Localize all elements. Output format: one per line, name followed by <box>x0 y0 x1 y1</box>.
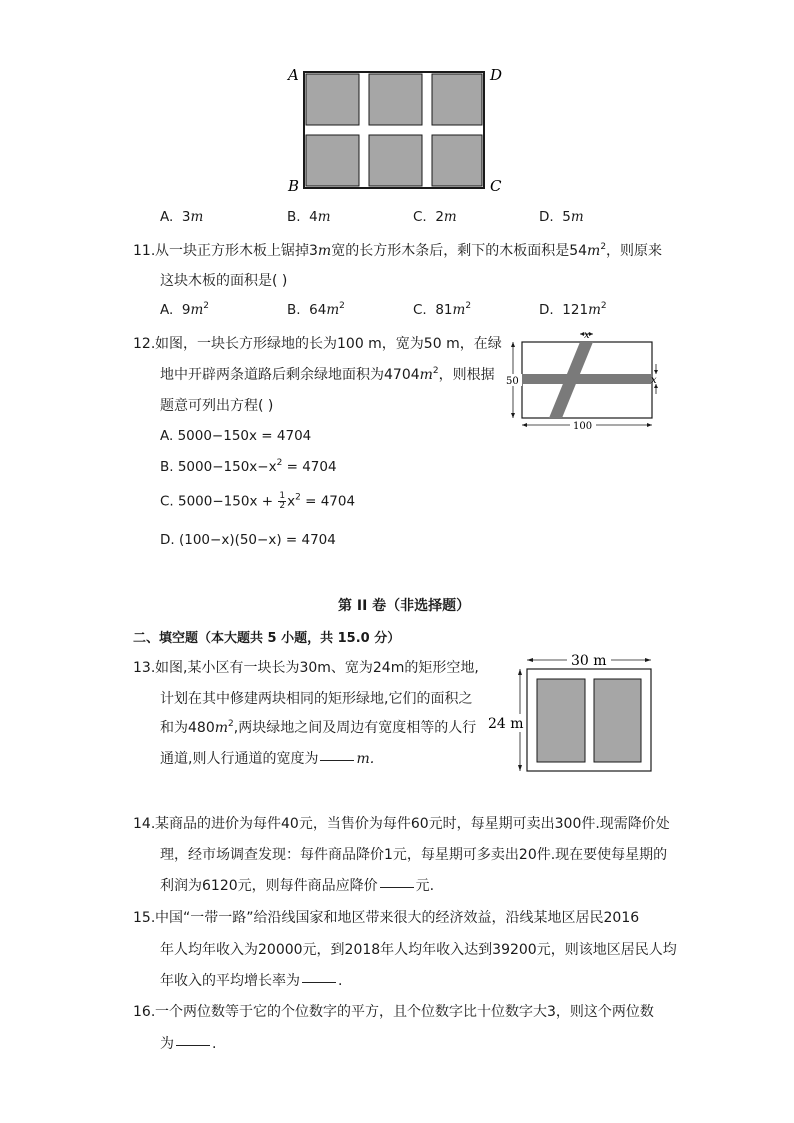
q13-figure <box>484 650 664 775</box>
answer-blank-14[interactable] <box>380 886 414 888</box>
q12-option-a[interactable]: A. 5000−150x = 4704 <box>160 428 312 444</box>
q13-line2: 计划在其中修建两块相同的矩形绿地,它们的面积之 <box>160 691 473 707</box>
plot-4 <box>306 135 359 186</box>
q12-line2: 地中开辟两条道路后剩余绿地面积为$4704m^2$，则根据 <box>160 366 495 383</box>
q15-line1: 15.中国“一带一路”给沿线国家和地区带来很大的经济效益，沿线某地区居民2016 <box>133 910 640 926</box>
q13-number: 13. <box>133 660 156 676</box>
label-30m: 30 m <box>571 653 607 669</box>
plot-3 <box>432 74 482 125</box>
q15-line3: 年收入的平均增长率为 . <box>160 973 343 989</box>
q13-line4: 通道,则人行通道的宽度为 m. <box>160 751 375 767</box>
vertex-d: D <box>490 66 503 84</box>
q10-figure <box>280 60 520 200</box>
q14-line2: 理，经市场调查发现：每件商品降价1元，每星期可多卖出20件.现在要使每星期的 <box>160 847 668 863</box>
vertex-c: C <box>490 177 502 195</box>
q15-line2: 年人均年收入为20000元，到2018年人均年收入达到39200元，则该地区居民人均 <box>160 942 677 958</box>
q16-line1: 16.一个两位数等于它的个位数字的平方，且个位数字比十位数字大3，则这个两位数 <box>133 1004 654 1020</box>
vertex-b: B <box>288 177 300 195</box>
answer-blank-16[interactable] <box>176 1044 210 1046</box>
q16-number: 16. <box>133 1004 156 1020</box>
label-24m: 24 m <box>488 716 524 732</box>
q11-option-b[interactable]: B. $64m^2$ <box>287 301 345 318</box>
answer-blank-15[interactable] <box>302 981 336 983</box>
q11-option-d[interactable]: D. $121m^2$ <box>539 301 607 318</box>
q12-line3: 题意可列出方程( ) <box>160 398 274 414</box>
q11-number: 11. <box>133 243 156 259</box>
q14-line3: 利润为6120元，则每件商品应降价 元. <box>160 878 435 894</box>
q11-option-a[interactable]: A. $9m^2$ <box>160 301 210 318</box>
section-title: 第 II 卷（非选择题） <box>338 598 471 614</box>
q12-option-b[interactable]: B. $5000-150x-x^2 = 4704$ <box>160 458 337 475</box>
q11-line2: 这块木板的面积是( ) <box>160 273 288 289</box>
q10-option-b[interactable]: B. 4m <box>287 209 331 225</box>
q10-option-c[interactable]: C. 2m <box>413 209 457 225</box>
q15-number: 15. <box>133 910 156 926</box>
label-x-right: x <box>651 375 657 386</box>
q14-number: 14. <box>133 816 156 832</box>
q11-option-c[interactable]: C. $81m^2$ <box>413 301 472 318</box>
q12-figure <box>500 328 670 433</box>
plot-2 <box>369 74 422 125</box>
q11-line1: 11.从一块正方形木板上锯掉3m宽的长方形木条后，剩下的木板面积是$54m^2$，则原来 <box>133 242 663 259</box>
q12-option-d[interactable]: D. (100−x)(50−x) = 4704 <box>160 532 336 548</box>
q13-line3: 和为$480m^2$,两块绿地之间及周边有宽度相等的人行 <box>160 719 477 736</box>
q12-option-c[interactable]: C. 5000−150x + $\frac{1}{2}$ $x^2 = 4704$ <box>160 491 356 511</box>
fraction-one-half: $\frac{1}{2}$ <box>279 491 286 511</box>
q16-line2: 为 . <box>160 1036 217 1052</box>
plot-6 <box>432 135 482 186</box>
section-heading: 二、填空题（本大题共 5 小题，共 15.0 分） <box>133 631 401 646</box>
q10-option-a[interactable]: A. 3m <box>160 209 204 225</box>
lawn-left <box>537 679 585 762</box>
answer-blank-13[interactable] <box>320 759 354 761</box>
lawn-right <box>594 679 641 762</box>
plot-5 <box>369 135 422 186</box>
q13-line1: 13.如图,某小区有一块长为30m、宽为24m的矩形空地, <box>133 660 479 676</box>
label-width: 100 <box>573 421 593 432</box>
q10-option-d[interactable]: D. 5m <box>539 209 584 225</box>
plot-1 <box>306 74 359 125</box>
label-height: 50 <box>506 376 519 387</box>
vertex-a: A <box>288 66 299 84</box>
q12-line1: 12.如图，一块长方形绿地的长为100 m，宽为50 m，在绿 <box>133 336 502 352</box>
label-x-top: x <box>584 330 590 341</box>
q14-line1: 14.某商品的进价为每件40元，当售价为每件60元时，每星期可卖出300件.现需降价处 <box>133 816 670 832</box>
road-horizontal <box>522 374 652 384</box>
q12-number: 12. <box>133 336 156 352</box>
